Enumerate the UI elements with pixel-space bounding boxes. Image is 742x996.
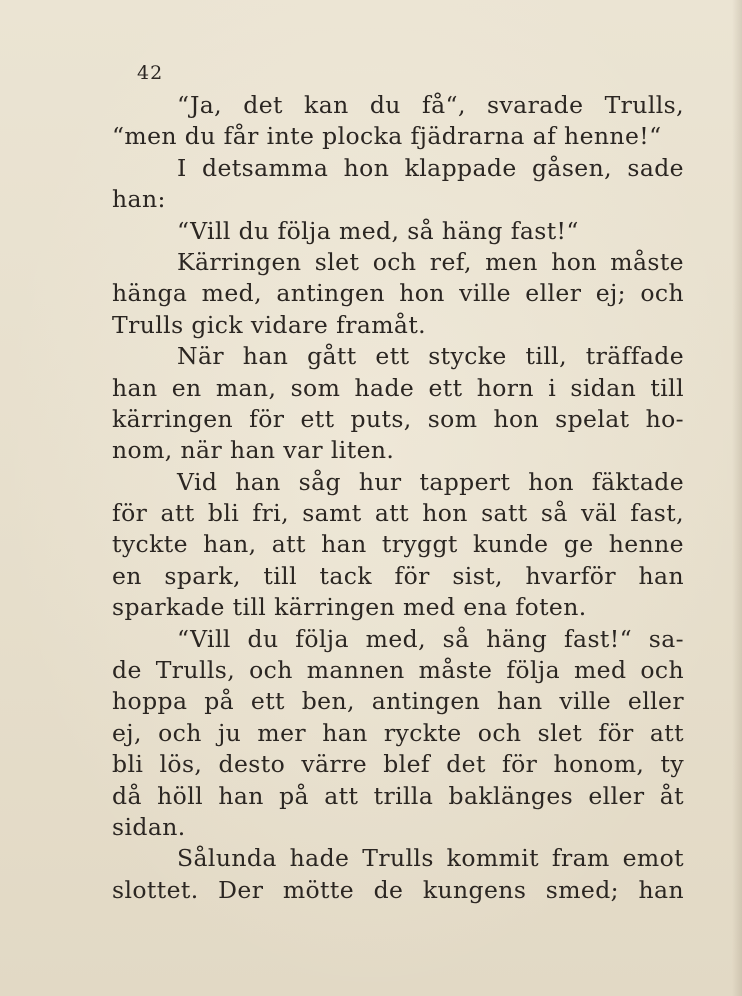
text-line: Trulls gick vidare framåt. — [112, 310, 427, 339]
text-line: Vid han såg hur tappert hon fäktade — [177, 467, 684, 496]
text-line: bli lös, desto värre blef det för honom, ty — [112, 750, 684, 779]
text-line: “Vill du följa med, så häng fast!“ — [177, 216, 579, 245]
page-number: 42 — [137, 62, 164, 84]
text-line: hoppa på ett ben, antingen han ville eller — [112, 687, 684, 716]
text-line: “men du får inte plocka fjädrarna af henne!“ — [112, 122, 662, 151]
text-line: hänga med, antingen hon ville eller ej; och — [112, 279, 684, 308]
text-line: han en man, som hade ett horn i sidan till — [112, 373, 684, 402]
text-line: sidan. — [112, 812, 186, 841]
text-line: då höll han på att trilla baklänges eller åt — [112, 781, 684, 810]
text-line: När han gått ett stycke till, träffade — [177, 342, 684, 371]
text-line: sparkade till kärringen med ena foten. — [112, 593, 587, 622]
text-line: “Ja, det kan du få“, svarade Trulls, — [177, 91, 684, 119]
body-text — [112, 90, 684, 906]
text-line: kärringen för ett puts, som hon spelat ho- — [112, 404, 684, 433]
text-line: nom, när han var liten. — [112, 436, 395, 465]
text-line: tyckte han, att han tryggt kunde ge henne — [112, 530, 684, 559]
text-line: de Trulls, och mannen måste följa med och — [112, 656, 684, 685]
text-line: I detsamma hon klappade gåsen, sade — [177, 153, 684, 182]
text-line: Sålunda hade Trulls kommit fram emot — [177, 844, 684, 873]
text-line: han: — [112, 185, 166, 214]
text-line: ej, och ju mer han ryckte och slet för att — [112, 718, 684, 747]
text-line: en spark, till tack för sist, hvarför han — [112, 561, 684, 590]
text-line: “Vill du följa med, så häng fast!“ sa- — [177, 624, 684, 653]
page-edge-shadow — [732, 0, 742, 996]
text-line: för att bli fri, samt att hon satt så väl fast, — [112, 499, 684, 528]
text-line: Kärringen slet och ref, men hon måste — [177, 247, 684, 276]
text-line: slottet. Der mötte de kungens smed; han — [112, 875, 684, 904]
